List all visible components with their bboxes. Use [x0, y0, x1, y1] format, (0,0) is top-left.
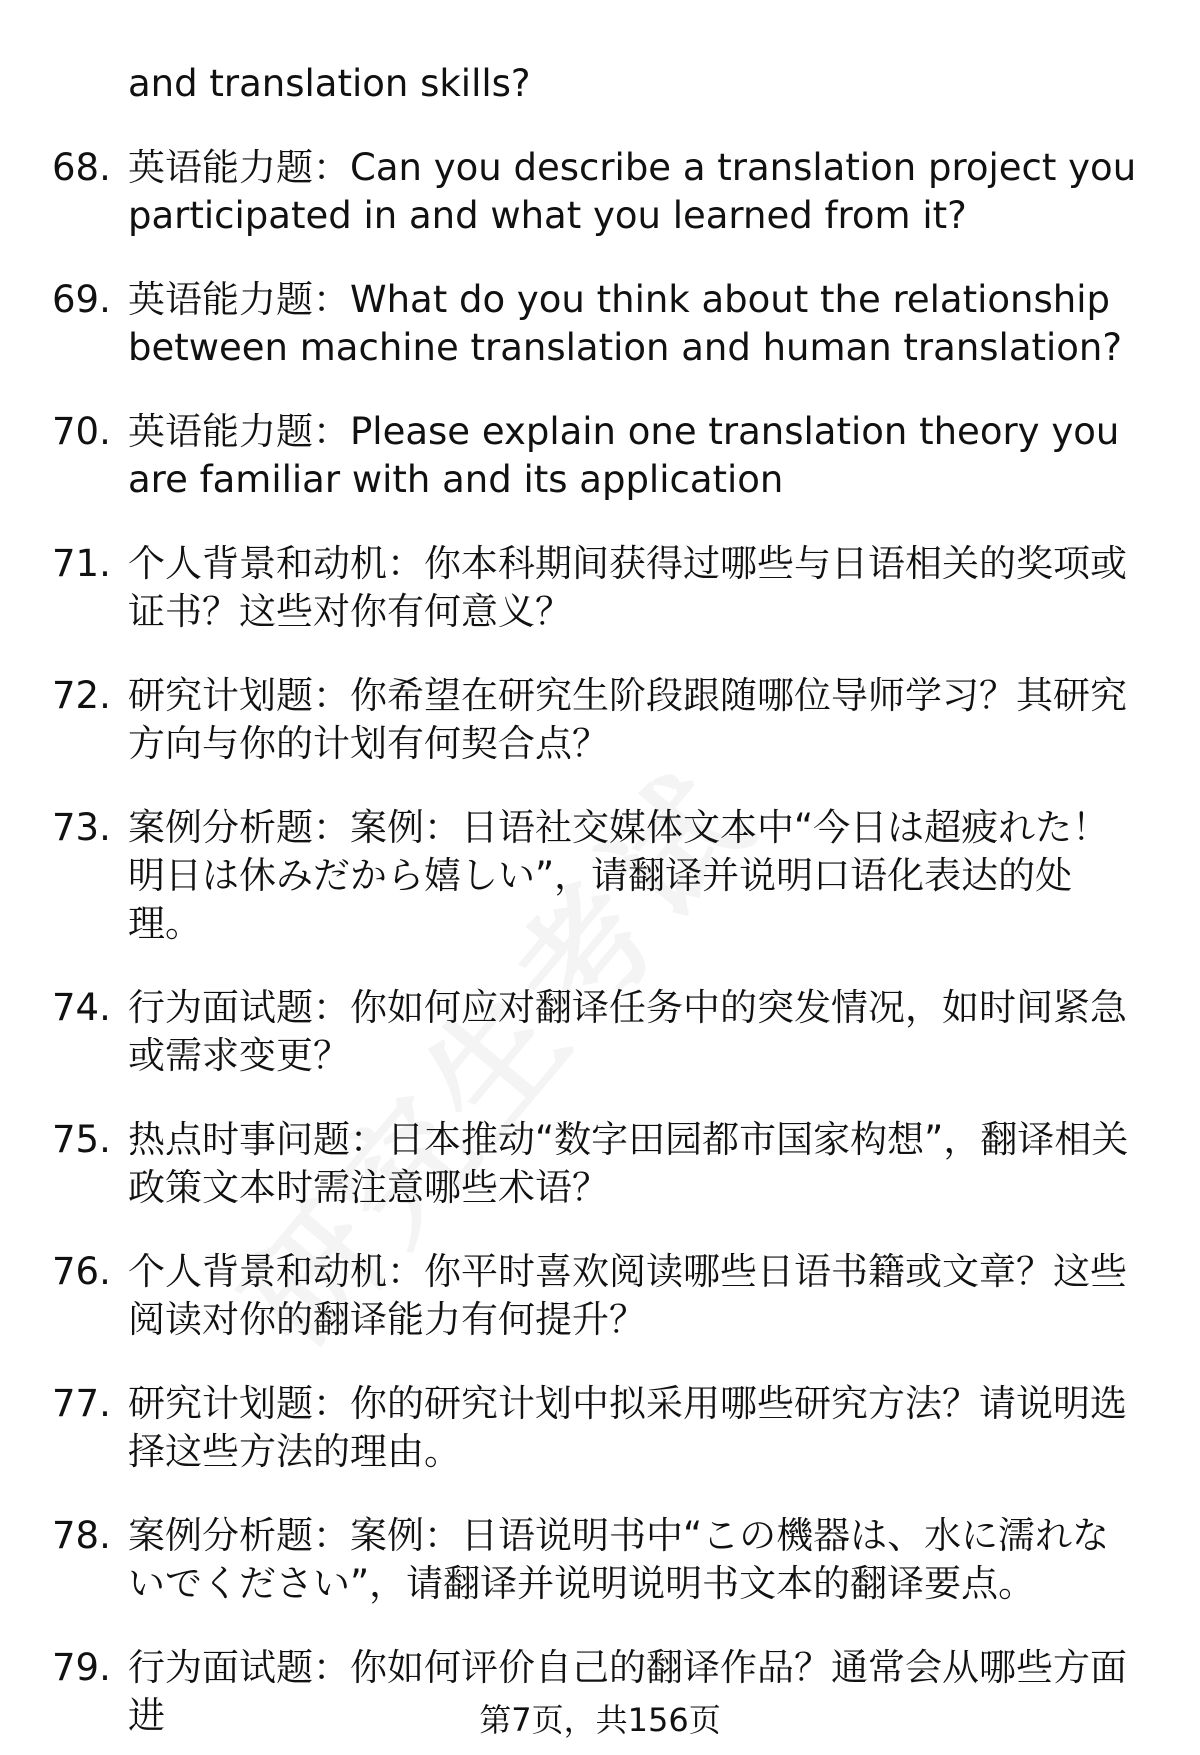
page-footer: 第7页，共156页 — [479, 1701, 721, 1739]
question-item-70 — [0, 408, 1200, 504]
question-number: 69. — [52, 278, 111, 321]
question-text: 英语能力题：Can you describe a translation project you participated in and what you learned from it? — [128, 146, 1137, 237]
question-item-77 — [0, 1380, 1200, 1476]
question-number: 78. — [52, 1514, 111, 1557]
question-list — [0, 60, 1200, 1740]
question-text: 个人背景和动机：你平时喜欢阅读哪些日语书籍或文章？这些阅读对你的翻译能力有何提升？ — [128, 1250, 1127, 1341]
question-text: and translation skills? — [128, 62, 531, 105]
question-number: 70. — [52, 410, 111, 453]
question-text: 英语能力题：Please explain one translation theory you are familiar with and its application — [128, 410, 1120, 501]
question-number: 76. — [52, 1250, 111, 1293]
question-text: 行为面试题：你如何评价自己的翻译作品？通常会从哪些方面进 — [128, 1646, 1127, 1737]
question-number: 74. — [52, 986, 111, 1029]
question-number: 77. — [52, 1382, 111, 1425]
question-item-73 — [0, 804, 1200, 948]
question-item-72 — [0, 672, 1200, 768]
question-text: 案例分析题：案例：日语说明书中“この機器は、水に濡れないでください”，请翻译并说明说明书文本的翻译要点。 — [128, 1514, 1110, 1605]
question-text: 行为面试题：你如何应对翻译任务中的突发情况，如时间紧急或需求变更？ — [128, 986, 1127, 1077]
question-item-75 — [0, 1116, 1200, 1212]
question-text: 英语能力题：What do you think about the relationship between machine translation and human translation? — [128, 278, 1123, 369]
question-text: 研究计划题：你希望在研究生阶段跟随哪位导师学习？其研究方向与你的计划有何契合点？ — [128, 674, 1127, 765]
continued-question-text — [0, 60, 1200, 108]
question-item-76 — [0, 1248, 1200, 1344]
question-item-68 — [0, 144, 1200, 240]
question-number: 75. — [52, 1118, 111, 1161]
question-item-78 — [0, 1512, 1200, 1608]
question-item-74 — [0, 984, 1200, 1080]
question-number: 71. — [52, 542, 111, 585]
question-item-69 — [0, 276, 1200, 372]
question-text: 个人背景和动机：你本科期间获得过哪些与日语相关的奖项或证书？这些对你有何意义？ — [128, 542, 1127, 633]
question-number: 68. — [52, 146, 111, 189]
question-number: 72. — [52, 674, 111, 717]
question-text: 热点时事问题：日本推动“数字田园都市国家构想”，翻译相关政策文本时需注意哪些术语？ — [128, 1118, 1129, 1209]
question-item-71 — [0, 540, 1200, 636]
question-text: 案例分析题：案例：日语社交媒体文本中“今日は超疲れた！明日は休みだから嬉しい”，请翻译并说明口语化表达的处理。 — [128, 806, 1110, 945]
question-number: 79. — [52, 1646, 111, 1689]
question-number: 73. — [52, 806, 111, 849]
question-text: 研究计划题：你的研究计划中拟采用哪些研究方法？请说明选择这些方法的理由。 — [128, 1382, 1127, 1473]
